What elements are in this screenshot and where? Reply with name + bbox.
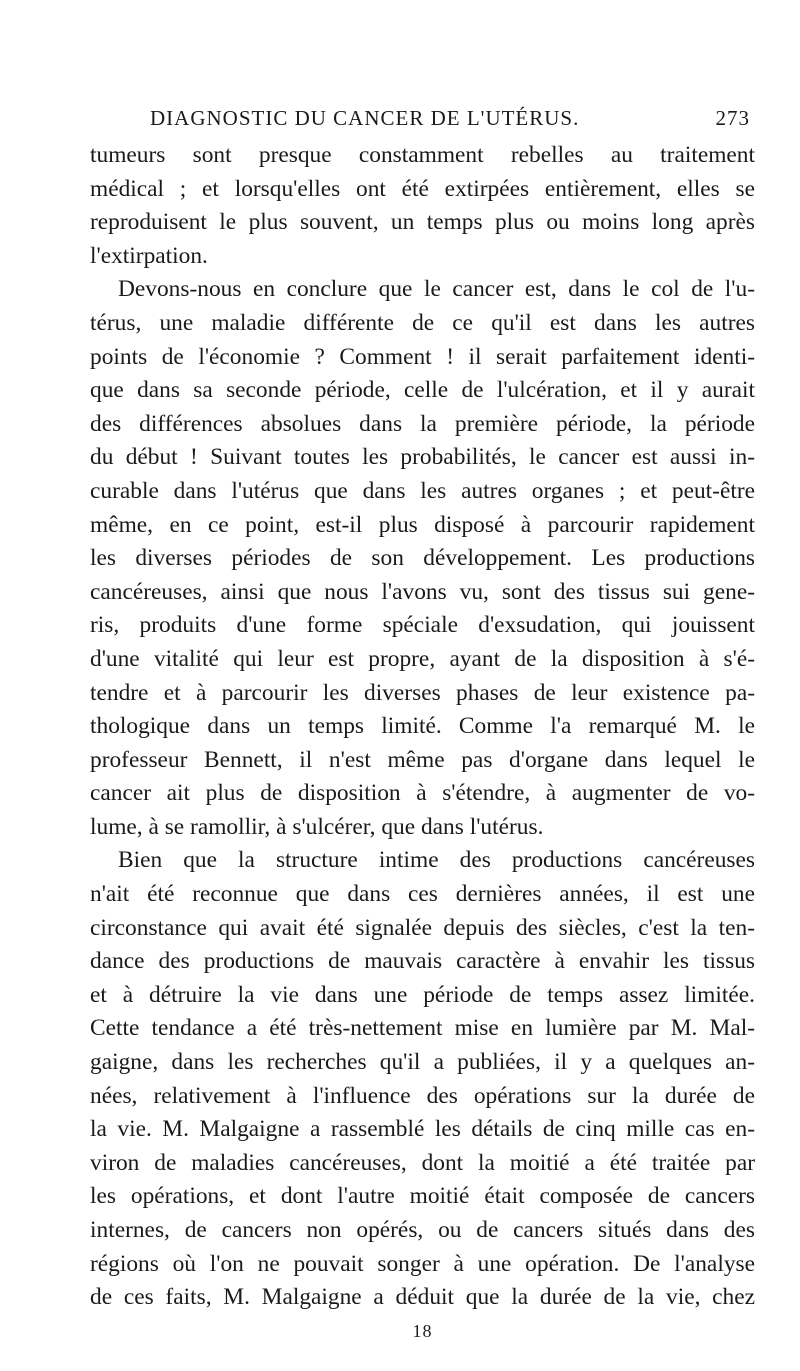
- text-line: de ces faits, M. Malgaigne a déduit que la durée de la vie, chez: [90, 1284, 755, 1311]
- running-title: DIAGNOSTIC DU CANCER DE L'UTÉRUS.: [150, 106, 580, 130]
- text-line: les diverses périodes de son développement. Les productions: [90, 545, 755, 572]
- text-line: les opérations, et dont l'autre moitié était composée de cancers: [90, 1183, 755, 1210]
- text-line: Devons-nous en conclure que le cancer est, dans le col de l'u-: [118, 276, 755, 303]
- running-head: [90, 106, 750, 140]
- text-line: et à détruire la vie dans une période de temps assez limitée.: [90, 981, 755, 1008]
- body-text: [90, 139, 755, 1348]
- text-line: la vie. M. Malgaigne a rassemblé les détails de cinq mille cas en-: [90, 1116, 755, 1143]
- text-line: n'ait été reconnue que dans ces dernières années, il est une: [90, 881, 755, 908]
- text-line: cancéreuses, ainsi que nous l'avons vu, sont des tissus sui gene-: [90, 578, 755, 605]
- text-line: que dans sa seconde période, celle de l'ulcération, et il y aurait: [90, 377, 755, 404]
- text-line: lume, à se ramollir, à s'ulcérer, que dans l'utérus.: [90, 813, 544, 840]
- text-line: tumeurs sont presque constamment rebelles au traitement: [90, 142, 755, 168]
- text-line: thologique dans un temps limité. Comme l'a remarqué M. le: [90, 713, 755, 740]
- text-line: l'extirpation.: [90, 242, 208, 269]
- text-line: points de l'économie ? Comment ! il serait parfaitement identi-: [90, 343, 755, 370]
- text-line: cancer ait plus de disposition à s'étendre, à augmenter de vo-: [90, 780, 755, 807]
- signature-mark: 18: [412, 1320, 433, 1341]
- text-line: viron de maladies cancéreuses, dont la moitié a été traitée par: [90, 1149, 755, 1176]
- text-line: tendre et à parcourir les diverses phases de leur existence pa-: [90, 679, 755, 706]
- text-line: térus, une maladie différente de ce qu'il est dans les autres: [90, 309, 755, 336]
- text-line: Cette tendance a été très-nettement mise en lumière par M. Mal-: [90, 1015, 755, 1042]
- text-line: du début ! Suivant toutes les probabilités, le cancer est aussi in-: [90, 444, 755, 471]
- text-line: nées, relativement à l'influence des opérations sur la durée de: [90, 1082, 755, 1109]
- text-line: internes, de cancers non opérés, ou de cancers situés dans des: [90, 1217, 755, 1243]
- text-line: des différences absolues dans la première période, la période: [90, 410, 755, 437]
- text-line: gaigne, dans les recherches qu'il a publiées, il y a quelques an-: [90, 1049, 755, 1076]
- text-line: d'une vitalité qui leur est propre, ayant de la disposition à s'é-: [90, 645, 755, 672]
- text-line: curable dans l'utérus que dans les autres organes ; et peut-être: [90, 477, 755, 504]
- text-line: même, en ce point, est-il plus disposé à parcourir rapidement: [90, 511, 755, 538]
- text-line: Bien que la structure intime des productions cancéreuses: [118, 847, 755, 874]
- text-line: dance des productions de mauvais caractère à envahir les tissus: [90, 948, 755, 975]
- text-line: circonstance qui avait été signalée depuis des siècles, c'est la ten-: [90, 914, 755, 941]
- text-line: ris, produits d'une forme spéciale d'exsudation, qui jouissent: [90, 612, 755, 639]
- text-line: régions où l'on ne pouvait songer à une opération. De l'analyse: [90, 1250, 755, 1277]
- text-line: médical ; et lorsqu'elles ont été extirpées entièrement, elles se: [90, 175, 755, 202]
- text-line: professeur Bennett, il n'est même pas d'organe dans lequel le: [90, 746, 755, 773]
- page-number: 273: [715, 106, 750, 130]
- text-line: reproduisent le plus souvent, un temps plus ou moins long après: [90, 209, 755, 236]
